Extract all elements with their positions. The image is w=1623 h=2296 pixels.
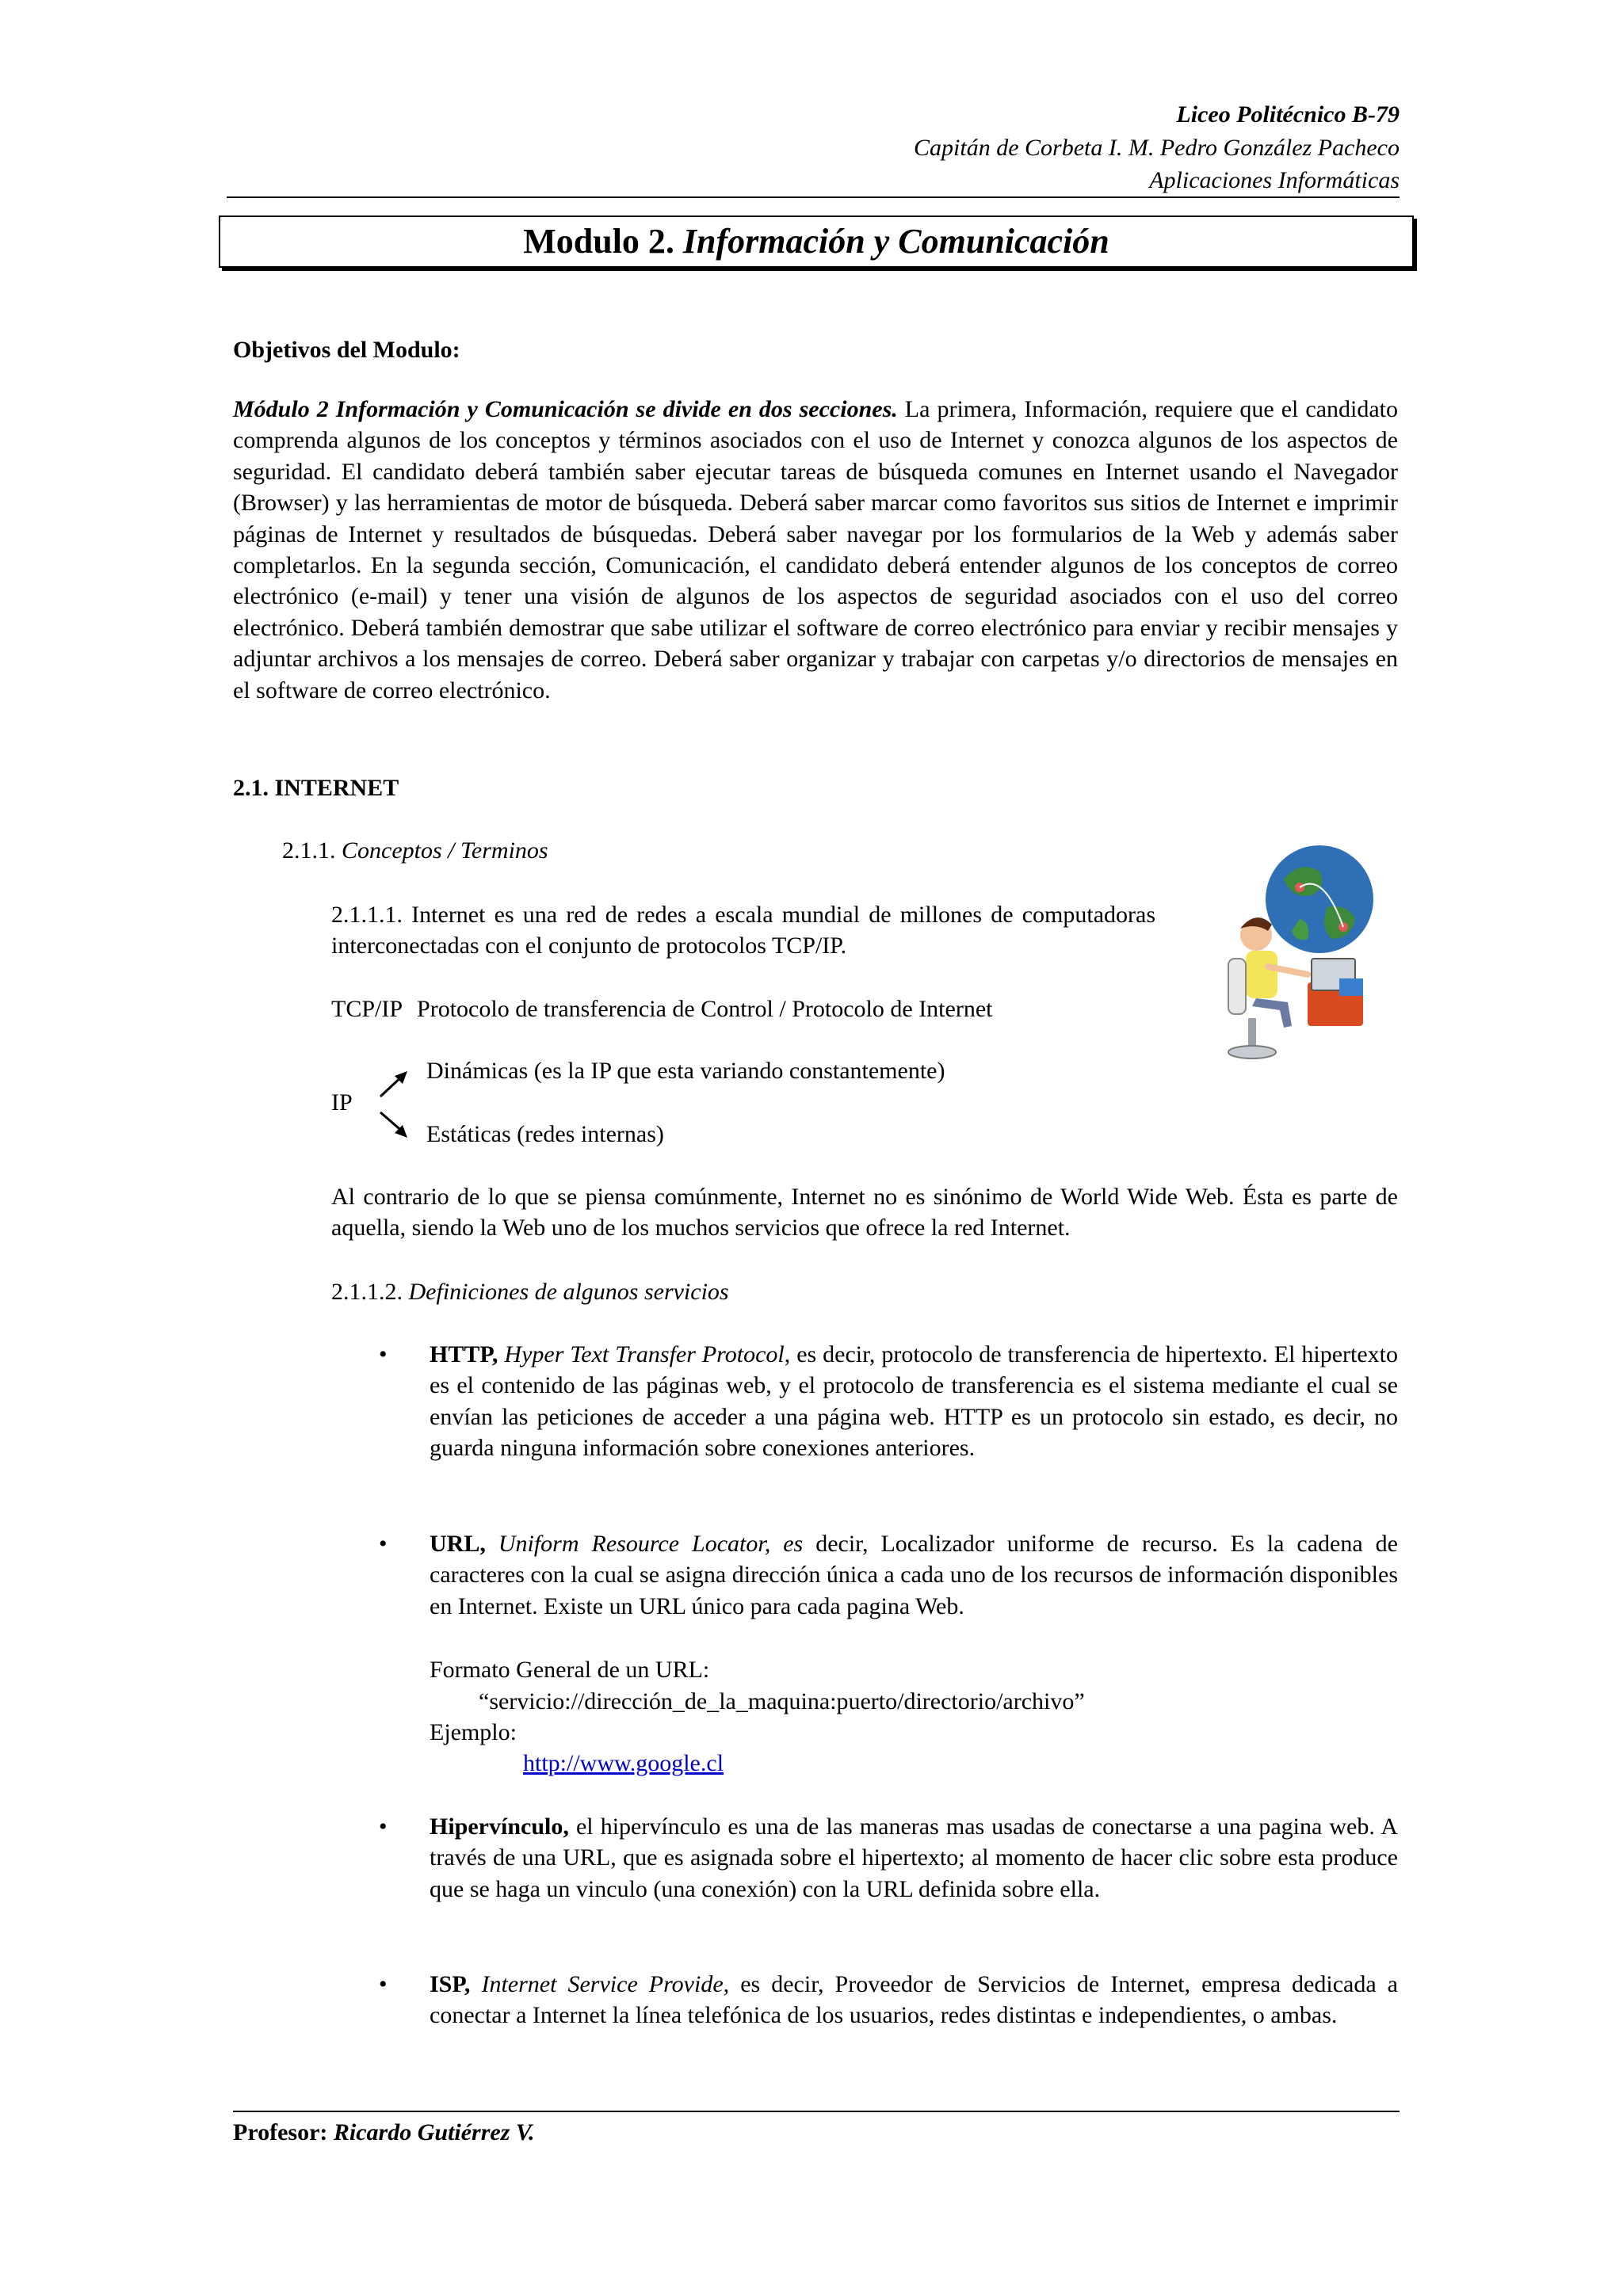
page-title [220,217,1412,266]
http-text: , es decir, protocolo de transferencia de hipertexto. El hipertexto es el contenido de las páginas web, y el protocolo de transferencia es el sistema mediante el cual se envían las peticiones de acceder a una página web. HTTP es un protocolo sin estado, es decir, no guarda ninguna información sobre conexiones anteriores. [430,1341,1399,1462]
http-expansion: Hyper Text Transfer Protocol [504,1341,785,1367]
tcpip-term: TCP/IP [331,996,403,1022]
bullet-isp: • [379,1971,388,1997]
section-heading: 2.1. INTERNET [233,775,399,801]
http-term: HTTP, [430,1341,498,1367]
url-example-link[interactable]: http://www.google.cl [523,1750,724,1776]
title-box [219,215,1414,268]
footer [233,2117,946,2148]
url-expansion: Uniform Resource Locator, es [498,1531,804,1557]
ip-dynamic: Dinámicas (es la IP que esta variando constantemente) [426,1058,945,1084]
subsection-number: 2.1.1. [282,837,342,864]
ip-label: IP [331,1089,353,1116]
ip-static: Estáticas (redes internas) [426,1121,664,1147]
objectives-heading: Objetivos del Modulo: [233,337,460,363]
title-prefix: Modulo 2. [523,222,683,261]
hyperlink-term: Hipervínculo, [430,1814,569,1840]
isp-expansion: Internet Service Provide, [481,1971,730,1997]
url-example-container [523,1748,999,1779]
services-heading [331,1276,1124,1307]
url-format: “servicio://dirección_de_la_maquina:puerto/directorio/archivo” [479,1688,1085,1714]
www-note: Al contrario de lo que se piensa comúnmente, Internet no es sinónimo de World Wide Web. Ésta es parte de aquella, siendo la Web uno de los muchos servicios que ofrece la red Internet. [331,1184,1398,1241]
intro-body: La primera, Información, requiere que el candidato comprenda algunos de los conceptos y términos asociados con el uso de Internet y conozca algunos de los aspectos de seguridad. El candidato deberá también saber ejecutar tareas de búsqueda comunes en Internet usando el Navegador (Browser) y las herramientas de motor de búsqueda. Deberá saber marcar como favoritos sus sitios de Internet e imprimir páginas de Internet y resultados de búsquedas. Deberá saber navegar por los formularios de la Web y además saber completarlos. En la segunda sección, Comunicación, el candidato deberá entender algunos de los conceptos de correo electrónico (e-mail) y tener una visión de algunos de los aspectos de seguridad asociados con el uso del correo electrónico. Deberá también demostrar que sabe utilizar el software de correo electrónico para enviar y recibir mensajes y adjuntar archivos a los mensajes de correo. Deberá saber organizar y trabajar con carpetas y/o directorios de mensajes en el software de correo electrónico. [233,396,1399,704]
isp-text: es decir, Proveedor de Servicios de Internet, empresa dedicada a conectar a Internet la línea telefónica de los usuarios, redes distintas e independientes, o ambas. [430,1971,1399,2029]
service-isp [430,1969,1398,2031]
intro-paragraph [233,394,1398,706]
hyperlink-text: el hipervínculo es una de las maneras mas usadas de conectarse a una pagina web. A través de una URL, que es asignada sobre el hipertexto; al momento de hacer clic sobre esta produce que se haga un vinculo (una conexión) con la URL definida sobre ella. [430,1814,1398,1902]
bullet-http: • [379,1341,388,1367]
bullet-hyperlink: • [379,1814,388,1840]
service-url [430,1528,1398,1622]
subsection-heading [282,835,995,866]
url-format-label: Formato General de un URL: [430,1657,710,1683]
title-emphasis: Información y Comunicación [682,222,1109,261]
isp-term: ISP, [430,1971,471,1997]
header-school: Liceo Politécnico B-79 [1176,101,1400,128]
intro-lead: Módulo 2 Información y Comunicación se divide en dos secciones. [233,396,898,422]
url-example-label: Ejemplo: [430,1719,517,1745]
bullet-url: • [379,1531,388,1557]
internet-definition: 2.1.1.1. Internet es una red de redes a escala mundial de millones de computadoras interconectadas con el conjunto de protocolos TCP/IP. [331,902,1155,959]
tcpip-row [331,994,1203,1024]
service-hyperlink [430,1811,1398,1905]
services-title: Definiciones de algunos servicios [408,1279,729,1305]
service-http [430,1339,1398,1464]
header-rule [227,196,1400,198]
footer-rule [233,2111,1400,2112]
footer-label: Profesor: [233,2119,328,2145]
url-text: decir, Localizador uniforme de recurso. Es la cadena de caracteres con la cual se asigna dirección única a cada uno de los recursos de información disponibles en Internet. Existe un URL único para cada pagina Web. [430,1531,1398,1619]
services-number: 2.1.1.2. [331,1279,409,1305]
url-term: URL, [430,1531,486,1557]
header-subject: Aplicaciones Informáticas [1149,167,1400,193]
tcpip-definition: Protocolo de transferencia de Control / Protocolo de Internet [417,996,993,1022]
internet-user-illustration [1181,840,1403,1070]
header-namesake: Capitán de Corbeta I. M. Pedro González Pacheco [914,135,1400,161]
footer-name: Ricardo Gutiérrez V. [333,2119,535,2145]
globe-computer-icon [1181,840,1403,1070]
ip-branch-arrows [377,1068,412,1141]
subsection-title: Conceptos / Terminos [342,837,548,864]
